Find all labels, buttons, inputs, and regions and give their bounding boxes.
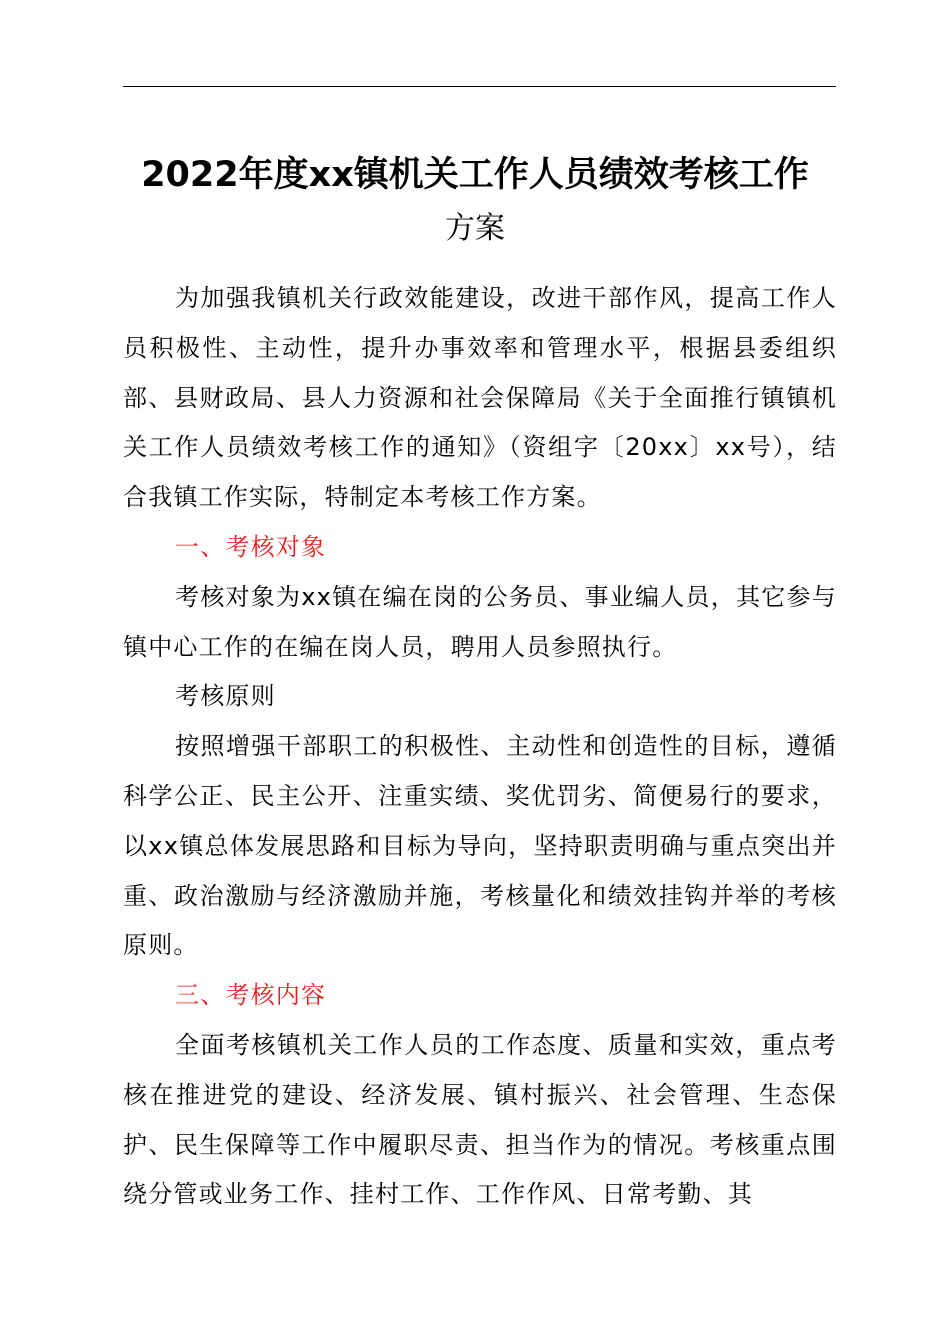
intro-paragraph: 为加强我镇机关行政效能建设，改进干部作风，提高工作人员积极性、主动性，提升办事效率和管理水平，根据县委组织部、县财政局、县人力资源和社会保障局《关于全面推行镇镇机关工作人员绩效考核工作的通知》（资组字〔20xx〕xx号），结合我镇工作实际，特制定本考核工作方案。 — [123, 284, 837, 512]
section-heading-principles: 考核原则 — [175, 682, 276, 711]
title-line-1: 2022年度xx镇机关工作人员绩效考核工作 — [141, 155, 809, 195]
section-heading-content: 三、考核内容 — [175, 981, 327, 1010]
document-title — [110, 148, 840, 256]
document-body — [123, 274, 837, 1220]
title-line-2: 方案 — [445, 211, 505, 246]
section-targets-body: 考核对象为xx镇在编在岗的公务员、事业编人员，其它参与镇中心工作的在编在岗人员，聘用人员参照执行。 — [123, 582, 837, 661]
section-heading-targets: 一、考核对象 — [175, 532, 327, 561]
section-content-body: 全面考核镇机关工作人员的工作态度、质量和实效，重点考核在推进党的建设、经济发展、镇村振兴、社会管理、生态保护、民生保障等工作中履职尽责、担当作为的情况。考核重点围绕分管或业务工作、挂村工作、工作作风、日常考勤、其 — [123, 1030, 837, 1209]
section-principles-body: 按照增强干部职工的积极性、主动性和创造性的目标，遵循科学公正、民主公开、注重实绩、奖优罚劣、简便易行的要求，以xx镇总体发展思路和目标为导向，坚持职责明确与重点突出并重、政治激励与经济激励并施，考核量化和绩效挂钩并举的考核原则。 — [123, 732, 837, 960]
header-rule — [123, 86, 836, 87]
